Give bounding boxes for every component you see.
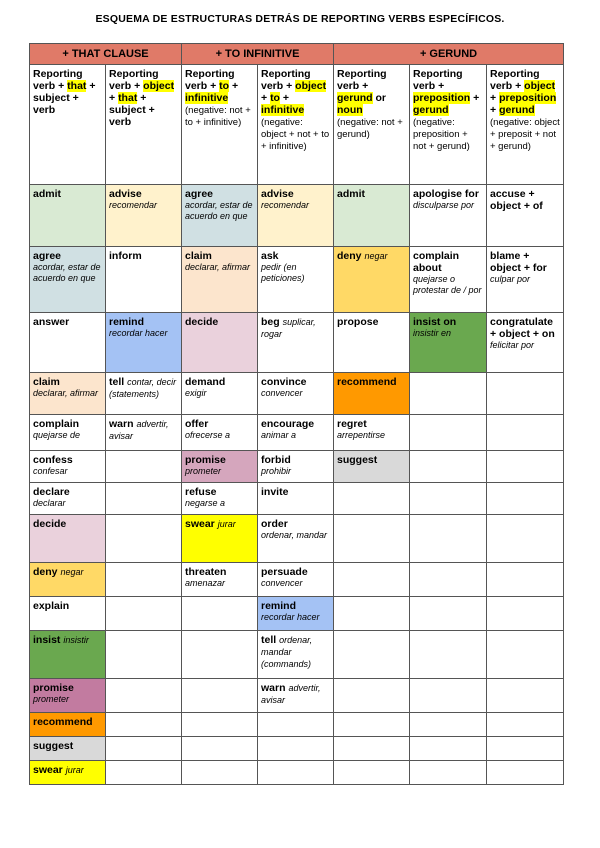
verb-cell <box>258 679 334 713</box>
verb-cell <box>106 631 182 679</box>
verb-cell <box>106 563 182 597</box>
verb-cell <box>487 761 564 785</box>
translation-label: advertir, avisar <box>109 419 169 441</box>
verb-cell <box>106 313 182 373</box>
verb-label: tell <box>261 634 277 646</box>
verb-label: recommend <box>337 376 397 388</box>
verb-label: promise <box>33 682 74 694</box>
structure-cell: Reporting verb + object + preposition + gerund (negative: object + preposit + not + gerund) <box>487 65 564 185</box>
verb-label: decide <box>185 316 219 328</box>
verb-cell <box>258 247 334 313</box>
verb-cell <box>410 597 487 631</box>
verb-cell <box>487 737 564 761</box>
verb-label: remind <box>109 316 145 328</box>
structure-cell: Reporting verb + that + subject + verb <box>30 65 106 185</box>
translation-label: acordar, estar de acuerdo en que <box>33 262 101 283</box>
verb-cell <box>182 313 258 373</box>
translation-label: recomendar <box>109 200 158 210</box>
table-row <box>30 483 564 515</box>
table-row <box>30 451 564 483</box>
verb-label: suggest <box>337 454 378 466</box>
table-row <box>30 761 564 785</box>
verb-label: refuse <box>185 486 217 498</box>
structure-cell: Reporting verb + object + that + subject + verb <box>106 65 182 185</box>
verb-cell <box>30 415 106 451</box>
verb-cell <box>30 515 106 563</box>
verb-cell <box>334 415 410 451</box>
verb-cell <box>410 451 487 483</box>
verb-cell <box>487 631 564 679</box>
verb-cell <box>30 761 106 785</box>
verb-cell <box>334 631 410 679</box>
verb-cell <box>258 737 334 761</box>
verb-label: decide <box>33 518 67 530</box>
verb-label: confess <box>33 454 73 466</box>
verb-label: congratulate + object + on <box>490 316 555 340</box>
verb-cell <box>182 597 258 631</box>
verb-cell <box>258 483 334 515</box>
verb-cell <box>258 597 334 631</box>
table-row <box>30 515 564 563</box>
translation-label: ordenar, mandar (commands) <box>261 635 313 669</box>
verb-label: encourage <box>261 418 315 430</box>
header-row <box>30 44 564 65</box>
verb-cell <box>487 483 564 515</box>
verb-cell <box>30 313 106 373</box>
verb-cell <box>30 373 106 415</box>
verb-label: claim <box>33 376 60 388</box>
verb-label: beg <box>261 316 280 328</box>
table-row <box>30 737 564 761</box>
verb-cell <box>106 761 182 785</box>
translation-label: felicitar por <box>490 340 535 350</box>
translation-label: arrepentirse <box>337 430 386 440</box>
verb-cell <box>182 713 258 737</box>
translation-label: disculparse por <box>413 200 475 210</box>
table-row <box>30 313 564 373</box>
verb-label: warn <box>261 682 286 694</box>
verb-cell <box>258 313 334 373</box>
table-row <box>30 563 564 597</box>
verb-label: blame + object + for <box>490 250 547 274</box>
verb-cell <box>334 185 410 247</box>
verb-cell <box>258 451 334 483</box>
verb-label: order <box>261 518 288 530</box>
verb-cell <box>334 483 410 515</box>
verb-label: convince <box>261 376 307 388</box>
table-row <box>30 373 564 415</box>
verb-cell <box>182 415 258 451</box>
verb-cell <box>334 679 410 713</box>
verb-cell <box>258 415 334 451</box>
verb-cell <box>30 185 106 247</box>
verb-cell <box>487 313 564 373</box>
verb-label: deny <box>33 566 58 578</box>
verb-label: apologise for <box>413 188 479 200</box>
translation-label: prometer <box>185 466 222 476</box>
verb-cell <box>182 761 258 785</box>
verb-label: explain <box>33 600 70 612</box>
verb-cell <box>30 247 106 313</box>
table-row <box>30 185 564 247</box>
verb-cell <box>410 313 487 373</box>
verb-cell <box>106 483 182 515</box>
verb-cell <box>106 597 182 631</box>
verb-cell <box>258 713 334 737</box>
verb-label: agree <box>185 188 214 200</box>
verb-cell <box>106 713 182 737</box>
verb-label: complain <box>33 418 80 430</box>
verb-cell <box>182 679 258 713</box>
translation-label: recordar hacer <box>261 612 320 622</box>
verb-cell <box>487 373 564 415</box>
verb-label: advise <box>261 188 294 200</box>
reporting-verbs-table <box>29 43 564 785</box>
verb-cell <box>334 597 410 631</box>
verb-label: remind <box>261 600 297 612</box>
page-title: ESQUEMA DE ESTRUCTURAS DETRÁS DE REPORTING VERBS ESPECÍFICOS. <box>95 13 505 25</box>
verb-cell <box>182 631 258 679</box>
verb-cell <box>410 483 487 515</box>
verb-label: inform <box>109 250 142 262</box>
translation-label: prohibir <box>261 466 292 476</box>
translation-label: amenazar <box>185 578 226 588</box>
verb-label: forbid <box>261 454 291 466</box>
verb-cell <box>30 451 106 483</box>
translation-label: acordar, estar de acuerdo en que <box>185 200 253 221</box>
verb-cell <box>106 737 182 761</box>
translation-label: convencer <box>261 578 303 588</box>
verb-cell <box>410 737 487 761</box>
translation-label: declarar, afirmar <box>185 262 251 272</box>
translation-label: declarar <box>33 498 66 508</box>
verb-label: swear <box>33 764 63 776</box>
translation-label: advertir, avisar <box>261 683 321 705</box>
verb-cell <box>106 415 182 451</box>
verb-cell <box>106 515 182 563</box>
verb-label: offer <box>185 418 209 430</box>
verb-cell <box>487 451 564 483</box>
table-row <box>30 247 564 313</box>
translation-label: animar a <box>261 430 297 440</box>
verb-label: demand <box>185 376 226 388</box>
verb-cell <box>106 185 182 247</box>
translation-label: jurar <box>217 519 236 529</box>
verb-label: answer <box>33 316 70 328</box>
header-that-clause: + THAT CLAUSE <box>30 44 182 65</box>
structure-cell: Reporting verb + preposition + gerund (negative: preposition + not + gerund) <box>410 65 487 185</box>
verb-cell <box>410 631 487 679</box>
translation-label: negarse a <box>185 498 226 508</box>
translation-label: declarar, afirmar <box>33 388 99 398</box>
verb-cell <box>182 483 258 515</box>
structure-row <box>30 65 564 185</box>
verb-label: complain about <box>413 250 460 274</box>
verb-label: propose <box>337 316 379 328</box>
verb-cell <box>410 761 487 785</box>
translation-label: negar <box>60 567 84 577</box>
verb-cell <box>30 483 106 515</box>
verb-cell <box>410 515 487 563</box>
verb-cell <box>410 185 487 247</box>
verb-cell <box>487 185 564 247</box>
verb-label: insist on <box>413 316 457 328</box>
verb-label: ask <box>261 250 279 262</box>
verb-cell <box>30 737 106 761</box>
translation-label: jurar <box>65 765 84 775</box>
structure-cell: Reporting verb + gerund or noun (negative: not + gerund) <box>334 65 410 185</box>
table-row <box>30 631 564 679</box>
verb-cell <box>182 563 258 597</box>
translation-label: insistir <box>63 635 89 645</box>
verb-cell <box>258 631 334 679</box>
verb-cell <box>410 247 487 313</box>
verb-label: invite <box>261 486 289 498</box>
verb-cell <box>258 515 334 563</box>
translation-label: exigir <box>185 388 207 398</box>
verb-cell <box>106 451 182 483</box>
verb-label: suggest <box>33 740 74 752</box>
verb-cell <box>106 679 182 713</box>
translation-label: confesar <box>33 466 68 476</box>
verb-label: declare <box>33 486 70 498</box>
verb-cell <box>30 713 106 737</box>
verb-label: threaten <box>185 566 227 578</box>
translation-label: recomendar <box>261 200 310 210</box>
verb-cell <box>182 737 258 761</box>
translation-label: insistir en <box>413 328 452 338</box>
verb-cell <box>258 373 334 415</box>
verb-label: recommend <box>33 716 93 728</box>
verb-cell <box>182 185 258 247</box>
verb-cell <box>487 563 564 597</box>
verb-cell <box>182 451 258 483</box>
verb-label: insist <box>33 634 61 646</box>
verb-label: admit <box>33 188 62 200</box>
verb-cell <box>30 679 106 713</box>
translation-label: ordenar, mandar <box>261 530 328 540</box>
verb-cell <box>258 761 334 785</box>
verb-label: accuse + object + of <box>490 188 543 212</box>
header-to-infinitive: + TO INFINITIVE <box>182 44 334 65</box>
verb-label: admit <box>337 188 366 200</box>
verb-label: promise <box>185 454 226 466</box>
verb-label: regret <box>337 418 367 430</box>
verb-cell <box>334 713 410 737</box>
translation-label: convencer <box>261 388 303 398</box>
structure-cell: Reporting verb + to + infinitive (negative: not + to + infinitive) <box>182 65 258 185</box>
verb-label: agree <box>33 250 62 262</box>
verb-cell <box>410 713 487 737</box>
verb-cell <box>182 247 258 313</box>
verb-cell <box>334 515 410 563</box>
verb-label: deny <box>337 250 362 262</box>
verb-label: persuade <box>261 566 308 578</box>
verb-label: warn <box>109 418 134 430</box>
verb-cell <box>487 597 564 631</box>
verb-label: advise <box>109 188 142 200</box>
verb-cell <box>30 597 106 631</box>
verb-cell <box>334 373 410 415</box>
verb-label: claim <box>185 250 212 262</box>
verb-cell <box>334 563 410 597</box>
verb-cell <box>487 515 564 563</box>
verb-cell <box>334 451 410 483</box>
translation-label: suplicar, rogar <box>261 317 316 339</box>
verb-cell <box>30 563 106 597</box>
verb-cell <box>487 415 564 451</box>
verb-cell <box>487 247 564 313</box>
verb-cell <box>334 737 410 761</box>
translation-label: quejarse de <box>33 430 81 440</box>
verb-cell <box>410 679 487 713</box>
verb-cell <box>334 761 410 785</box>
translation-label: recordar hacer <box>109 328 168 338</box>
translation-label: negar <box>364 251 388 261</box>
translation-label: ofrecerse a <box>185 430 231 440</box>
verb-cell <box>334 313 410 373</box>
translation-label: contar, decir (statements) <box>109 377 177 399</box>
verb-label: swear <box>185 518 215 530</box>
translation-label: pedir (en peticiones) <box>261 262 305 283</box>
verb-cell <box>258 185 334 247</box>
verb-cell <box>410 563 487 597</box>
translation-label: prometer <box>33 694 70 704</box>
header-gerund: + GERUND <box>334 44 564 65</box>
verb-cell <box>106 373 182 415</box>
table-row <box>30 415 564 451</box>
table-row <box>30 597 564 631</box>
verb-cell <box>410 373 487 415</box>
verb-cell <box>410 415 487 451</box>
verb-cell <box>487 713 564 737</box>
verb-cell <box>30 631 106 679</box>
verb-cell <box>258 563 334 597</box>
translation-label: culpar por <box>490 274 531 284</box>
translation-label: quejarse o protestar de / por <box>413 274 482 295</box>
verb-cell <box>334 247 410 313</box>
structure-cell: Reporting verb + object + to + infinitive (negative: object + not + to + infinitive) <box>258 65 334 185</box>
verb-cell <box>182 373 258 415</box>
verb-cell <box>106 247 182 313</box>
verb-cell <box>487 679 564 713</box>
table-row <box>30 713 564 737</box>
table-row <box>30 679 564 713</box>
verb-cell <box>182 515 258 563</box>
verb-label: tell <box>109 376 125 388</box>
